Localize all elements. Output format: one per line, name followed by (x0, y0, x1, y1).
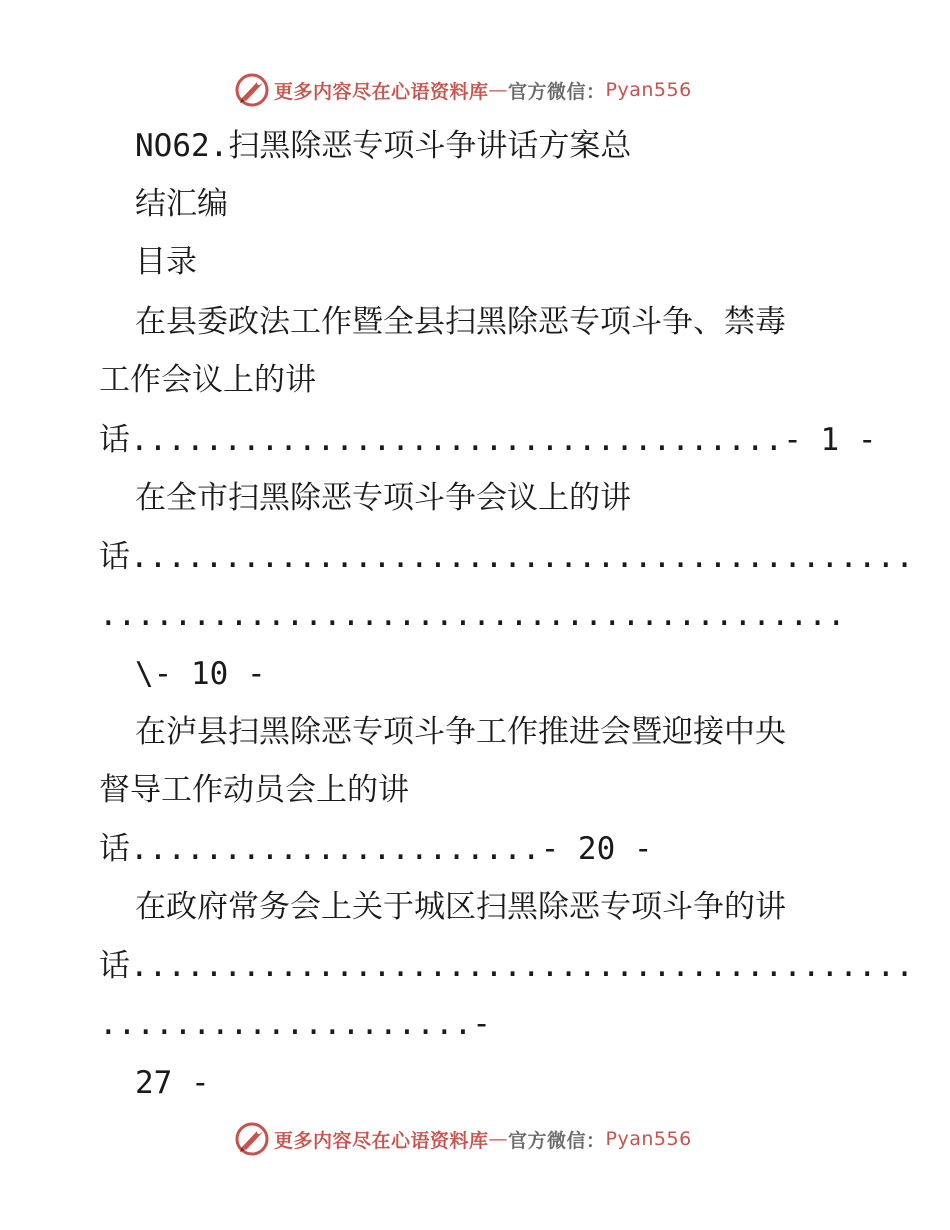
toc-entry-1-line1: 在县委政法工作暨全县扫黑除恶专项斗争、禁毒 (135, 304, 786, 340)
banner-dash: — (488, 1128, 509, 1150)
banner-main-text: 更多内容尽在心语资料库 (274, 80, 489, 103)
toc-entry-2-line1: 在全市扫黑除恶专项斗争会议上的讲 (135, 480, 631, 516)
toc-entry-4-page: 27 - (135, 1065, 210, 1101)
banner-wechat-label: 官方微信： (508, 1129, 606, 1152)
toc-entry-4-leader2: ....................- (99, 1006, 491, 1042)
header-banner (234, 70, 714, 110)
toc-entry-3-line1: 在泸县扫黑除恶专项斗争工作推进会暨迎接中央 (135, 714, 786, 750)
banner-main-text: 更多内容尽在心语资料库 (274, 1129, 489, 1152)
toc-entry-2-leader1: 话.......................................... (99, 539, 914, 575)
toc-entry-3-line2: 督导工作动员会上的讲 (99, 772, 409, 808)
toc-entry-2-page: \- 10 - (135, 656, 266, 692)
toc-entry-4-leader1: 话.......................................... (99, 948, 914, 984)
toc-entry-1-leader: 话...................................- 1 - (99, 422, 877, 458)
toc-entry-1-line2: 工作会议上的讲 (99, 362, 316, 398)
doc-title-line2: 结汇编 (135, 186, 228, 222)
toc-entry-4-line1: 在政府常务会上关于城区扫黑除恶专项斗争的讲 (135, 889, 786, 925)
banner-wechat-id: Pyan556 (605, 1128, 692, 1150)
toc-entry-2-leader2: ........................................ (99, 597, 846, 633)
pen-logo-icon (234, 72, 270, 108)
banner-dash: — (488, 79, 509, 101)
banner-wechat-label: 官方微信： (508, 80, 606, 103)
pen-logo-icon (234, 1121, 270, 1157)
toc-entry-3-leader: 话......................- 20 - (99, 831, 653, 867)
banner-wechat-id: Pyan556 (605, 79, 692, 101)
footer-banner (234, 1119, 714, 1159)
toc-heading: 目录 (135, 244, 197, 280)
doc-title-line1: NO62.扫黑除恶专项斗争讲话方案总 (135, 128, 632, 164)
